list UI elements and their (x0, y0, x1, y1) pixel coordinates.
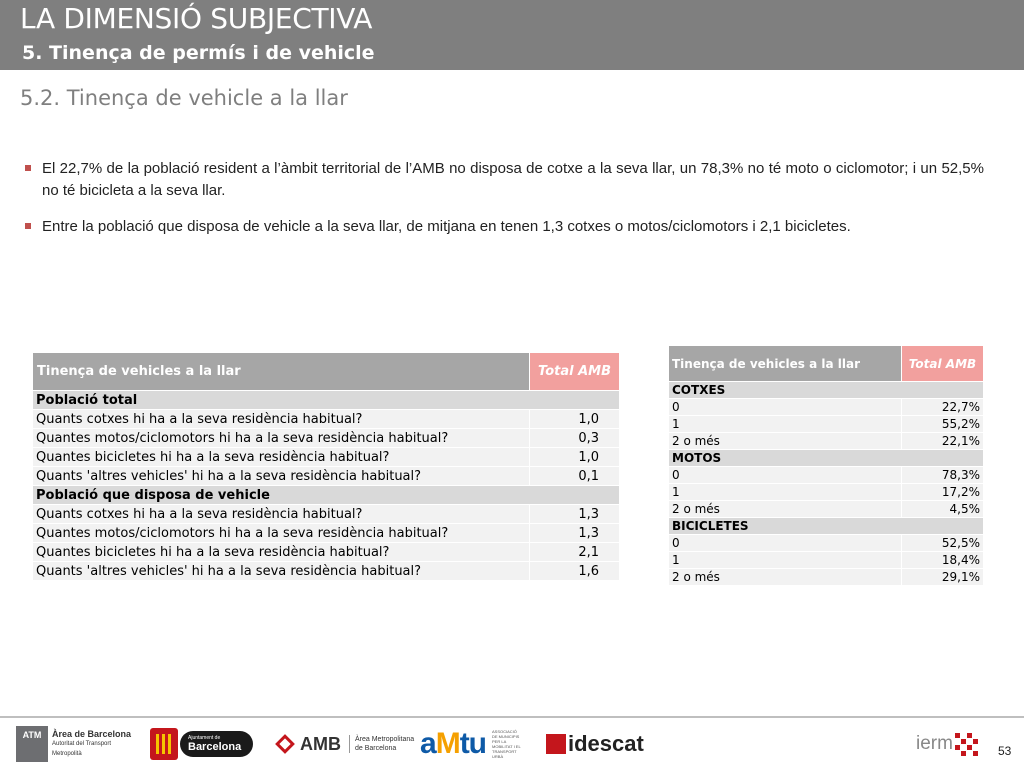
barcelona-logo (150, 726, 253, 762)
table-row (33, 448, 620, 467)
atm-line: Autoritat del Transport (52, 741, 112, 747)
iermb-logo (916, 726, 978, 762)
amb-subtext (349, 735, 414, 753)
group-title: BICICLETES (669, 518, 984, 535)
value-cell: 1,6 (530, 562, 620, 581)
footer-divider (0, 716, 1024, 718)
iermb-word: ierm (916, 733, 953, 754)
idescat-logo (546, 726, 644, 762)
group-title: Població total (33, 391, 620, 410)
value-cell: 1,0 (530, 448, 620, 467)
table-row (669, 399, 984, 416)
barcelona-big-text: Barcelona (188, 741, 242, 753)
page-title: LA DIMENSIÓ SUBJECTIVA (20, 2, 373, 35)
amb-word: AMB (300, 733, 341, 754)
question-cell: Quantes motos/ciclomotors hi ha a la seva residència habitual? (33, 524, 530, 543)
table-row (33, 562, 620, 581)
table-row (669, 501, 984, 518)
atm-line: Metropolità (52, 751, 82, 757)
atm-box: ATM (16, 726, 48, 762)
amtu-logo (420, 726, 522, 762)
table-row (669, 416, 984, 433)
value-cell: 0,3 (530, 429, 620, 448)
table-row (669, 467, 984, 484)
vehicle-distribution-table (668, 345, 984, 586)
table-header: Tinença de vehicles a la llar (33, 353, 530, 391)
category-cell: 1 (669, 552, 902, 569)
amb-line: Àrea Metropolitana (355, 736, 415, 743)
page-subtitle: 5. Tinença de permís i de vehicle (22, 42, 375, 64)
value-cell: 1,3 (530, 524, 620, 543)
vehicle-average-table (32, 352, 620, 581)
value-cell: 17,2% (902, 484, 984, 501)
table-row (669, 569, 984, 586)
table-row (33, 429, 620, 448)
category-cell: 2 o més (669, 569, 902, 586)
category-cell: 2 o més (669, 501, 902, 518)
bullet-list (24, 158, 984, 252)
barcelona-pill (180, 731, 253, 757)
iermb-grid-icon (955, 733, 978, 756)
table-header: Tinença de vehicles a la llar (669, 346, 902, 382)
total-header: Total AMB (902, 346, 984, 382)
table-row (33, 410, 620, 429)
value-cell: 18,4% (902, 552, 984, 569)
value-cell: 52,5% (902, 535, 984, 552)
bullet-item: Entre la població que disposa de vehicle a la seva llar, de mitjana en tenen 1,3 cotxes o motos/ciclomotors i 2,1 bicicletes. (24, 216, 984, 238)
idescat-word: idescat (568, 731, 644, 756)
question-cell: Quants cotxes hi ha a la seva residència habitual? (33, 505, 530, 524)
table-row (33, 505, 620, 524)
table-row (669, 433, 984, 450)
value-cell: 2,1 (530, 543, 620, 562)
page-number: 53 (998, 744, 1012, 758)
group-title: Població que disposa de vehicle (33, 486, 620, 505)
value-cell: 78,3% (902, 467, 984, 484)
barcelona-shield-icon (150, 728, 178, 760)
barcelona-small-text: Ajuntament de (188, 735, 221, 741)
table-row (33, 543, 620, 562)
table-row (669, 484, 984, 501)
table-row (33, 467, 620, 486)
category-cell: 0 (669, 399, 902, 416)
group-title: MOTOS (669, 450, 984, 467)
question-cell: Quantes motos/ciclomotors hi ha a la seva residència habitual? (33, 429, 530, 448)
total-header: Total AMB (530, 353, 620, 391)
category-cell: 2 o més (669, 433, 902, 450)
table-row (33, 524, 620, 543)
value-cell: 55,2% (902, 416, 984, 433)
question-cell: Quantes bicicletes hi ha a la seva residència habitual? (33, 448, 530, 467)
category-cell: 1 (669, 416, 902, 433)
header-bar (0, 0, 1024, 70)
idescat-square-icon (546, 734, 566, 754)
value-cell: 22,1% (902, 433, 984, 450)
amb-line: de Barcelona (355, 745, 397, 752)
value-cell: 22,7% (902, 399, 984, 416)
value-cell: 29,1% (902, 569, 984, 586)
question-cell: Quants 'altres vehicles' hi ha a la seva residència habitual? (33, 562, 530, 581)
amtu-part: tu (459, 727, 487, 760)
amtu-word (420, 727, 486, 761)
group-title: COTXES (669, 382, 984, 399)
amtu-part: M (435, 727, 460, 760)
atm-text (52, 729, 131, 759)
atm-line: Àrea de Barcelona (52, 729, 132, 739)
table-row (669, 535, 984, 552)
bullet-item: El 22,7% de la població resident a l’àmbit territorial de l’AMB no disposa de cotxe a la seva llar, un 78,3% no té moto o ciclomotor; i un 52,5% no té bicicleta a la seva llar. (24, 158, 984, 202)
amtu-part: a (420, 727, 436, 760)
value-cell: 0,1 (530, 467, 620, 486)
amb-logo (274, 726, 414, 762)
table-row (669, 552, 984, 569)
amtu-subtext: ASSOCIACIÓ DE MUNICIPIS PER LA MOBILITAT I EL TRANSPORT URBÀ (492, 729, 521, 759)
category-cell: 0 (669, 535, 902, 552)
category-cell: 1 (669, 484, 902, 501)
question-cell: Quantes bicicletes hi ha a la seva residència habitual? (33, 543, 530, 562)
value-cell: 1,0 (530, 410, 620, 429)
value-cell: 4,5% (902, 501, 984, 518)
question-cell: Quants cotxes hi ha a la seva residència habitual? (33, 410, 530, 429)
section-title: 5.2. Tinença de vehicle a la llar (20, 86, 348, 110)
amb-diamond-icon (275, 734, 295, 754)
category-cell: 0 (669, 467, 902, 484)
atm-logo (16, 726, 131, 762)
question-cell: Quants 'altres vehicles' hi ha a la seva residència habitual? (33, 467, 530, 486)
value-cell: 1,3 (530, 505, 620, 524)
